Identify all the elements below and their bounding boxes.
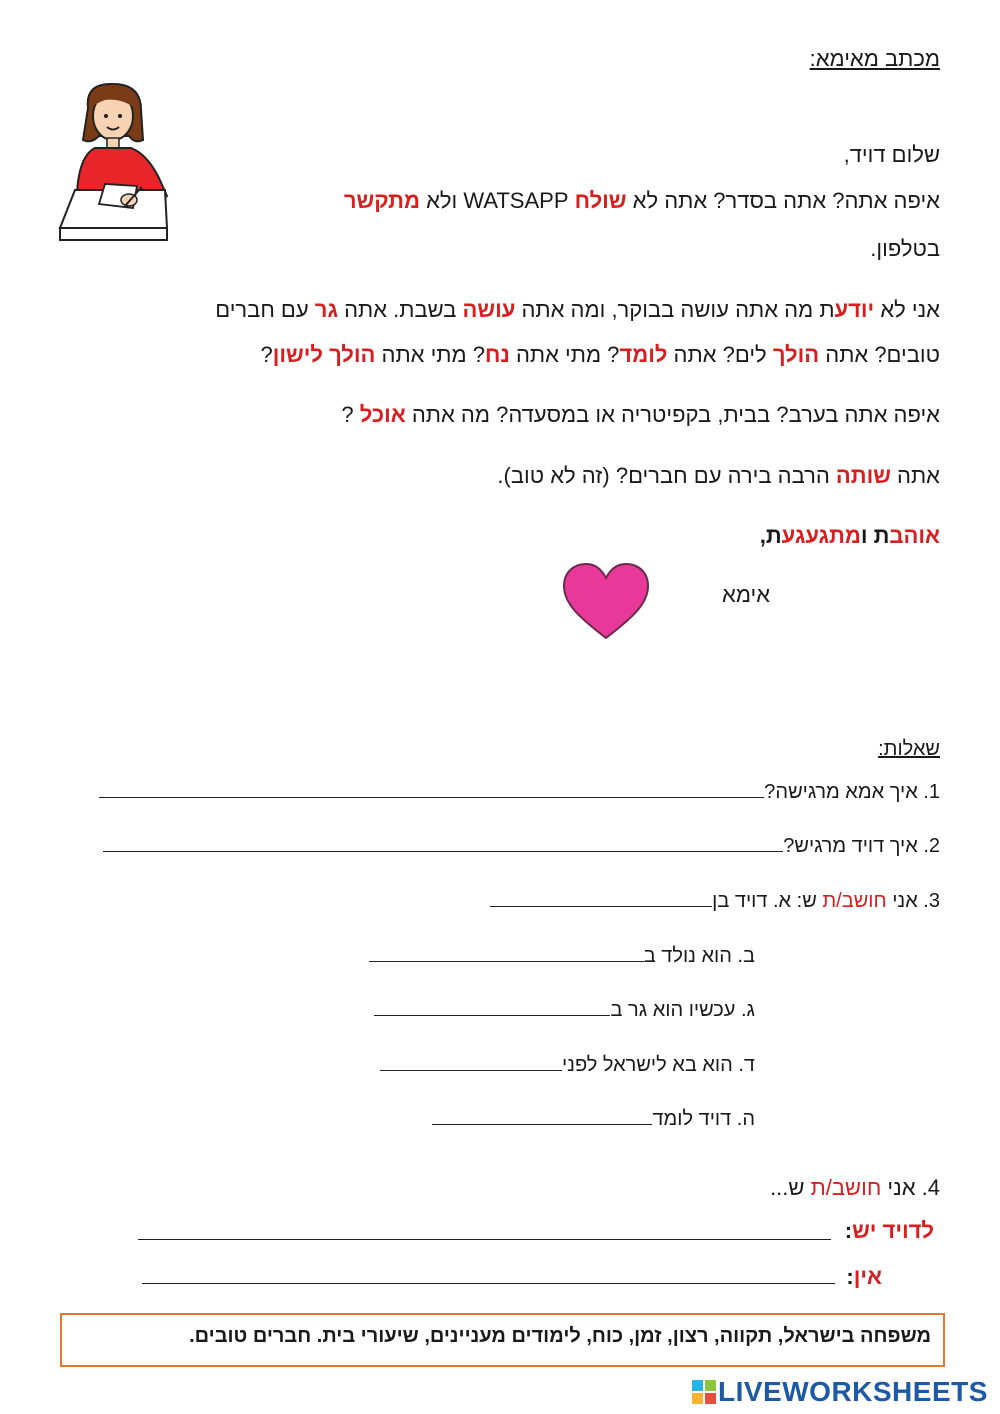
question-3: 3. אני חושב/ת ש: א. דויד בן	[490, 890, 940, 913]
answer-line[interactable]	[380, 1054, 562, 1071]
logo-text: LIVEWORKSHEETS	[718, 1376, 988, 1407]
question-1: 1. איך אמא מרגישה?	[99, 781, 940, 804]
page-title: מכתב מאימא:	[809, 46, 940, 71]
answer-line[interactable]	[490, 890, 712, 907]
question-3d: ד. הוא בא לישראל לפני	[380, 1054, 755, 1077]
letter-signature: אימא	[722, 582, 771, 607]
answer-line[interactable]	[99, 781, 764, 798]
has-answer-line[interactable]	[138, 1239, 831, 1240]
question-3b: ב. הוא נולד ב	[369, 945, 755, 968]
logo-blocks-icon	[692, 1380, 716, 1404]
verb-highlight: עושה	[462, 297, 516, 322]
question-3e: ה. דויד לומד	[432, 1108, 755, 1131]
verb-highlight: נח	[484, 342, 510, 367]
answer-line[interactable]	[103, 835, 783, 852]
letter-paragraph-2-line-1: אני לא יודעת מה אתה עושה בבוקר, ומה אתה עושה בשבת. אתה גר עם חברים	[215, 297, 940, 322]
word-bank-text: משפחה בישראל, תקווה, רצון, זמן, כוח, לימודים מעניינים, שיעורי בית. חברים טובים.	[189, 1325, 931, 1347]
question-2: 2. איך דויד מרגיש?	[103, 835, 940, 858]
letter-paragraph-3: איפה אתה בערב? בבית, בקפיטריה או במסעדה? מה אתה אוכל ?	[341, 402, 940, 427]
verb-highlight: שולח	[574, 188, 627, 213]
verb-highlight: יודע	[834, 297, 875, 322]
answer-line[interactable]	[432, 1108, 652, 1125]
letter-paragraph-2-line-2: טובים? אתה הולך לים? אתה לומד? מתי אתה נח? מתי אתה הולך לישון?	[260, 342, 940, 367]
question-3c: ג. עכשיו הוא גר ב	[374, 999, 755, 1022]
question-4: 4. אני חושב/ת ש...	[770, 1175, 940, 1200]
has-not-label: אין:	[846, 1264, 882, 1289]
has-label: לדויד יש:	[844, 1218, 934, 1243]
letter-paragraph-1-line-2: בטלפון.	[870, 236, 940, 261]
answer-line[interactable]	[369, 945, 644, 962]
verb-highlight: מתקשר	[343, 188, 420, 213]
verb-highlight: הולך לישון	[272, 342, 376, 367]
questions-title: שאלות:	[878, 738, 940, 760]
word-bank-box	[60, 1313, 945, 1367]
verb-highlight: הולך	[772, 342, 820, 367]
verb-highlight: שותה	[835, 463, 891, 488]
verb-highlight: אוכל	[359, 402, 406, 427]
letter-paragraph-4: אתה שותה הרבה בירה עם חברים? (זה לא טוב).	[497, 463, 940, 488]
letter-closing: אוהבת ומתגעגעת,	[759, 523, 940, 548]
liveworksheets-logo	[692, 1377, 988, 1407]
verb-highlight: לומד	[619, 342, 668, 367]
verb-highlight: גר	[314, 297, 338, 322]
letter-greeting: שלום דויד,	[843, 142, 940, 167]
heart-icon	[560, 562, 652, 642]
has-not-answer-line[interactable]	[142, 1283, 835, 1284]
answer-line[interactable]	[374, 999, 610, 1016]
letter-paragraph-1-line-1: איפה אתה? אתה בסדר? אתה לא שולח WATSAPP ולא מתקשר	[343, 188, 940, 213]
